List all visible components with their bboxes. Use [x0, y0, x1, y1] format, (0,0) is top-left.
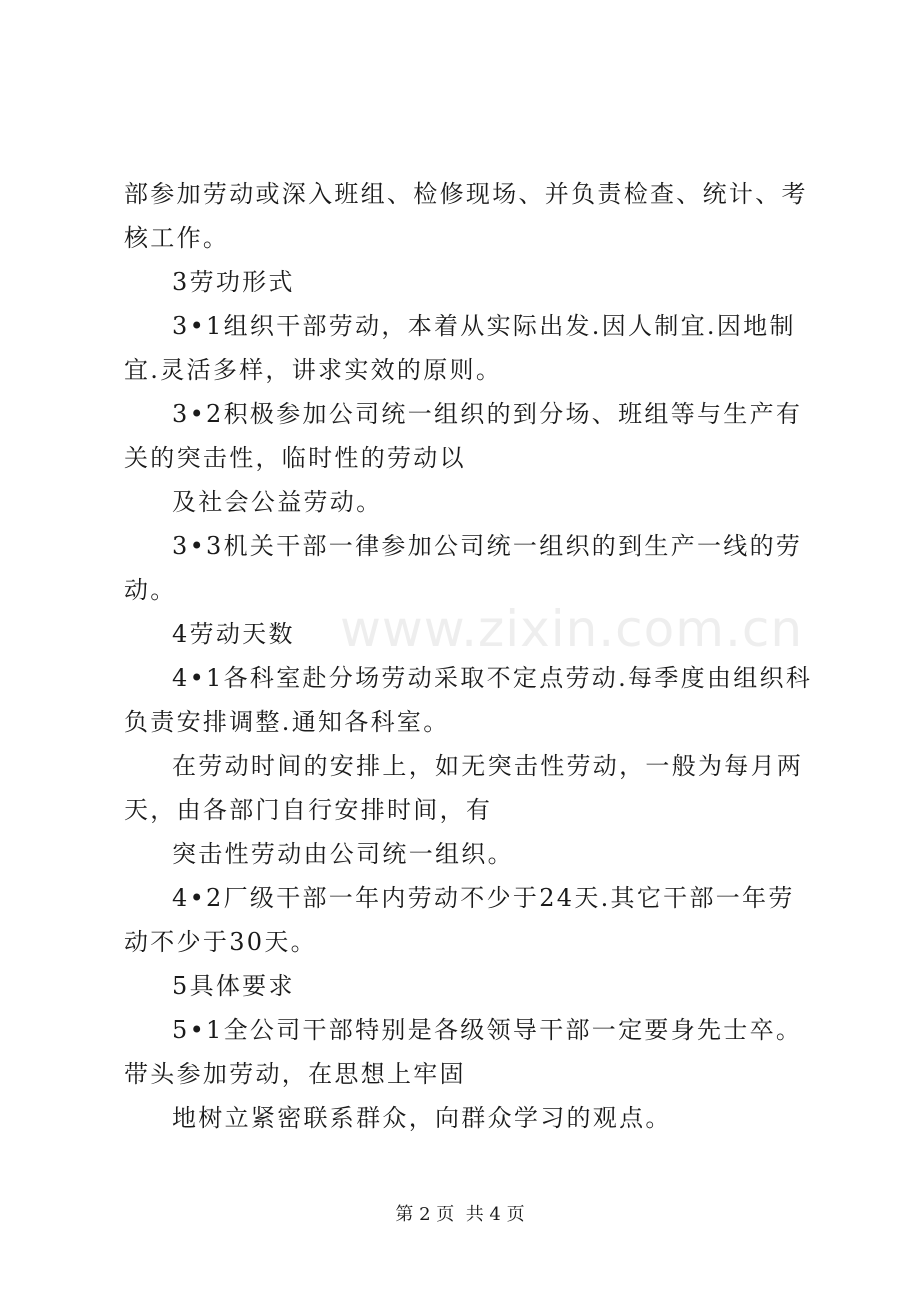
- paragraph: 及社会公益劳动。: [172, 488, 383, 516]
- paragraph: 部参加劳动或深入班组、检修现场、并负责检查、统计、考核工作。: [124, 180, 808, 252]
- paragraph: 3•1组织干部劳动，本着从实际出发.因人制宜.因地制宜.灵活多样，讲求实效的原则。: [124, 312, 796, 384]
- section-heading: 5具体要求: [172, 972, 295, 1000]
- section-heading: 4劳动天数: [172, 620, 295, 648]
- paragraph: 3•3机关干部一律参加公司统一组织的到生产一线的劳动。: [124, 532, 803, 604]
- paragraph: 5•1全公司干部特别是各级领导干部一定要身先士卒。带头参加劳动，在思想上牢固: [124, 1016, 803, 1088]
- document-body: [124, 172, 814, 1140]
- section-heading: 3劳功形式: [172, 268, 295, 296]
- paragraph: 4•2厂级干部一年内劳动不少于24天.其它干部一年劳动不少于30天。: [124, 884, 795, 956]
- watermark: www.zixin.com.cn: [340, 600, 804, 658]
- paragraph: 突击性劳动由公司统一组织。: [172, 840, 514, 868]
- paragraph: 4•1各科室赴分场劳动采取不定点劳动.每季度由组织科负责安排调整.通知各科室。: [124, 664, 813, 736]
- paragraph: 在劳动时间的安排上，如无突击性劳动，一般为每月两天，由各部门自行安排时间，有: [124, 752, 804, 824]
- page-number-footer: 第 2 页 共 4 页: [395, 1204, 525, 1225]
- paragraph: 地树立紧密联系群众，向群众学习的观点。: [172, 1104, 672, 1132]
- paragraph: 3•2积极参加公司统一组织的到分场、班组等与生产有关的突击性，临时性的劳动以: [124, 400, 803, 472]
